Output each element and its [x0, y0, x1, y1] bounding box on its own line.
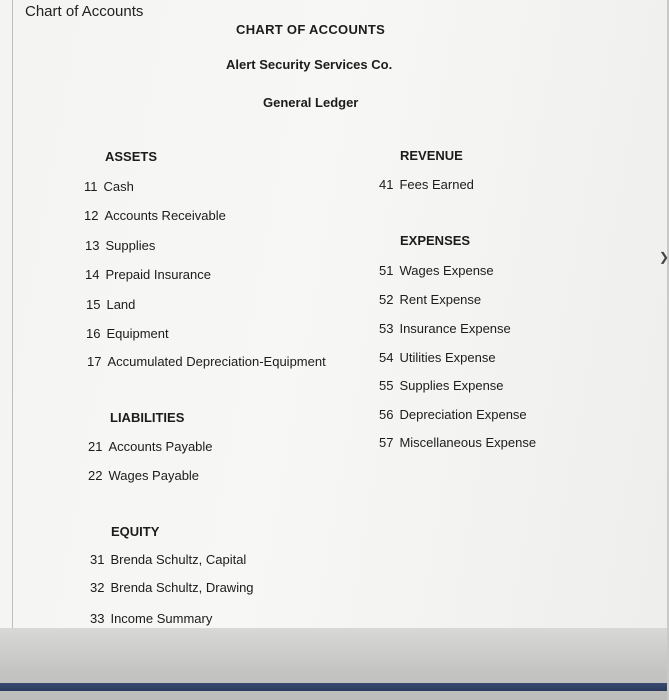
account-row: 57 Miscellaneous Expense [379, 435, 537, 450]
account-row: 15 Land [86, 297, 136, 312]
account-row: 55 Supplies Expense [379, 378, 504, 393]
account-row: 11 Cash [84, 179, 134, 194]
account-row: 16 Equipment [86, 326, 169, 341]
account-row: 31 Brenda Schultz, Capital [90, 552, 247, 567]
account-row: 13 Supplies [85, 238, 156, 253]
expenses-heading: EXPENSES [400, 233, 471, 248]
account-row: 21 Accounts Payable [88, 439, 213, 454]
account-row: 53 Insurance Expense [379, 321, 511, 336]
account-row: 56 Depreciation Expense [379, 407, 527, 422]
account-row: 32 Brenda Schultz, Drawing [90, 580, 254, 595]
liabilities-heading: LIABILITIES [110, 410, 185, 425]
document-heading: CHART OF ACCOUNTS [236, 22, 386, 37]
window-title: Chart of Accounts [25, 3, 144, 20]
equity-heading: EQUITY [111, 524, 160, 539]
account-row: 54 Utilities Expense [379, 350, 496, 365]
account-row: 22 Wages Payable [88, 468, 200, 483]
chevron-right-icon: ❯ [659, 250, 669, 264]
company-name: Alert Security Services Co. [226, 57, 393, 72]
account-row: 14 Prepaid Insurance [85, 267, 211, 282]
left-divider [12, 0, 13, 628]
account-row: 12 Accounts Receivable [84, 208, 226, 223]
account-row: 41 Fees Earned [379, 177, 474, 192]
account-row: 52 Rent Expense [379, 292, 482, 307]
account-row: 51 Wages Expense [379, 263, 494, 278]
revenue-heading: REVENUE [400, 148, 463, 163]
assets-heading: ASSETS [105, 149, 158, 164]
account-row: 33 Income Summary [90, 611, 213, 626]
account-row: 17 Accumulated Depreciation-Equipment [87, 354, 326, 369]
ledger-title: General Ledger [263, 95, 359, 110]
bottom-edge-bar [0, 683, 667, 691]
